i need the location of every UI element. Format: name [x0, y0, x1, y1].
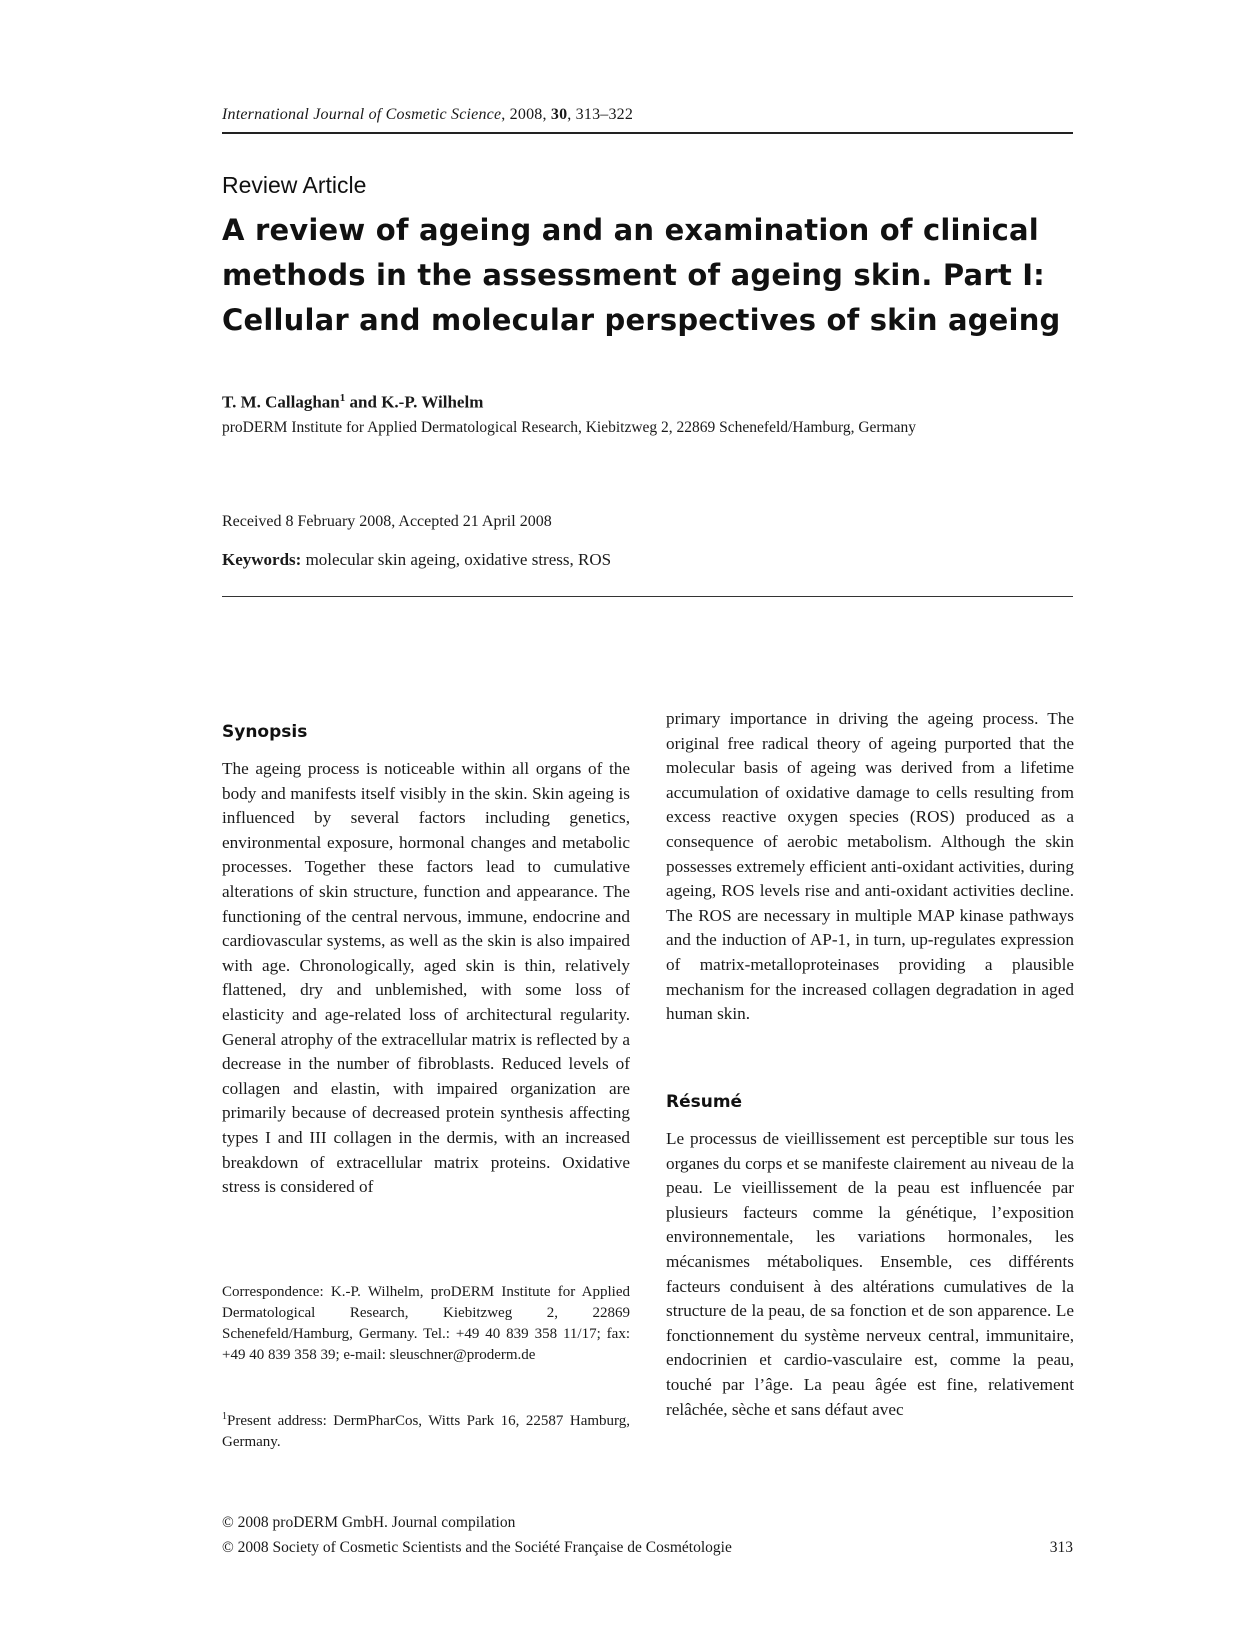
keywords-list: molecular skin ageing, oxidative stress, ROS [301, 550, 612, 569]
synopsis-col2 [666, 707, 1074, 1027]
synopsis-text-part2: primary importance in driving the ageing process. The original free radical theory of ageing purported that the molecular basis of ageing was derived from a lifetime accumulation of oxidative damage to cells resulting from excess reactive oxygen species (ROS) produced as a consequence of aerobic metabolism. Although the skin possesses extremely efficient anti-oxidant activities, during ageing, ROS levels rise and anti-oxidant activities decline. The ROS are necessary in multiple MAP kinase pathways and the induction of AP-1, in turn, up-regulates expression of matrix-metalloproteinases providing a plausible mechanism for the increased collagen degradation in aged human skin. [666, 709, 1074, 1024]
synopsis-col1 [222, 757, 630, 1200]
page-number: 313 [1049, 1539, 1073, 1556]
journal-pages: , 313–322 [567, 106, 634, 123]
resume-text: Le processus de vieillissement est perceptible sur tous les organes du corps et se manifeste clairement au niveau de la peau. Le vieillissement de la peau est influencée par plusieurs facteurs comme la génétique, l’exposition environnementale, les variations hormonales, les mécanismes métaboliques. Ensemble, ces différents facteurs conduisent à des altérations cumulatives de la structure de la peau, de sa fonction et de son apparence. Le fonctionnement du système nerveux central, immunitaire, endocrinien et cardio-vasculaire est, comme la peau, touché par l’âge. La peau âgée est fine, relativement relâchée, sèche et sans défaut avec [666, 1129, 1074, 1419]
header-rule [222, 132, 1073, 134]
journal-year: 2008, [509, 106, 547, 123]
present-address-text: Present address: DermPharCos, Witts Park 16, 22587 Hamburg, Germany. [222, 1413, 630, 1450]
footer-line-2 [222, 1539, 1073, 1557]
journal-name: International Journal of Cosmetic Science [222, 106, 502, 123]
keywords [222, 550, 611, 570]
authors [222, 392, 483, 413]
resume-heading: Résumé [666, 1092, 743, 1112]
authors-and: and [345, 392, 382, 412]
present-address-sup: 1 [222, 1411, 227, 1422]
received-dates: Received 8 February 2008, Accepted 21 April 2008 [222, 513, 552, 530]
footer-copyright-2: © 2008 Society of Cosmetic Scientists and the Société Française de Cosmétologie [222, 1539, 732, 1556]
author-affil-sup: 1 [339, 392, 346, 404]
journal-volume: 30 [550, 106, 568, 123]
abstract-rule [222, 596, 1073, 597]
present-address-note [222, 1406, 630, 1453]
running-head: International Journal of Cosmetic Science, 2008, 30, 313–322 [222, 106, 634, 123]
synopsis-text-part1: The ageing process is noticeable within all organs of the body and manifests itself visibly in the skin. Skin ageing is influenced by several factors including genetics, environmental exposure, hormonal changes and metabolic processes. Together these factors lead to cumulative alterations of skin structure, function and appearance. The functioning of the central nervous, immune, endocrine and cardiovascular systems, as well as the skin is also impaired with age. Chronologically, aged skin is thin, relatively flattened, dry and unblemished, with some loss of elasticity and age-related loss of architectural regularity. General atrophy of the extracellular matrix is reflected by a decrease in the number of fibroblasts. Reduced levels of collagen and elastin, with impaired organization are primarily because of decreased protein synthesis affecting types I and III collagen in the dermis, with an increased breakdown of extracellular matrix proteins. Oxidative stress is considered of [222, 759, 631, 1197]
resume-col [666, 1127, 1074, 1422]
author-wilhelm: K.-P. Wilhelm [381, 392, 484, 412]
correspondence-note: Correspondence: K.-P. Wilhelm, proDERM Institute for Applied Dermatological Research, Kiebitzweg 2, 22869 Schenefeld/Hamburg, Germany. Tel.: +49 40 839 358 11/17; fax: +49 40 839 358 39; e-mail: sleuschner@proderm.de [222, 1284, 630, 1363]
keywords-label: Keywords: [222, 550, 302, 569]
author-callaghan: T. M. Callaghan [222, 392, 340, 412]
synopsis-heading: Synopsis [222, 722, 308, 742]
footer-copyright-1: © 2008 proDERM GmbH. Journal compilation [222, 1514, 516, 1531]
article-type: Review Article [222, 172, 367, 198]
affiliation: proDERM Institute for Applied Dermatological Research, Kiebitzweg 2, 22869 Schenefeld/Hamburg, Germany [222, 419, 917, 436]
article-title: A review of ageing and an examination of clinical methods in the assessment of ageing skin. Part I: Cellular and molecular perspectives of skin ageing [222, 213, 1061, 337]
